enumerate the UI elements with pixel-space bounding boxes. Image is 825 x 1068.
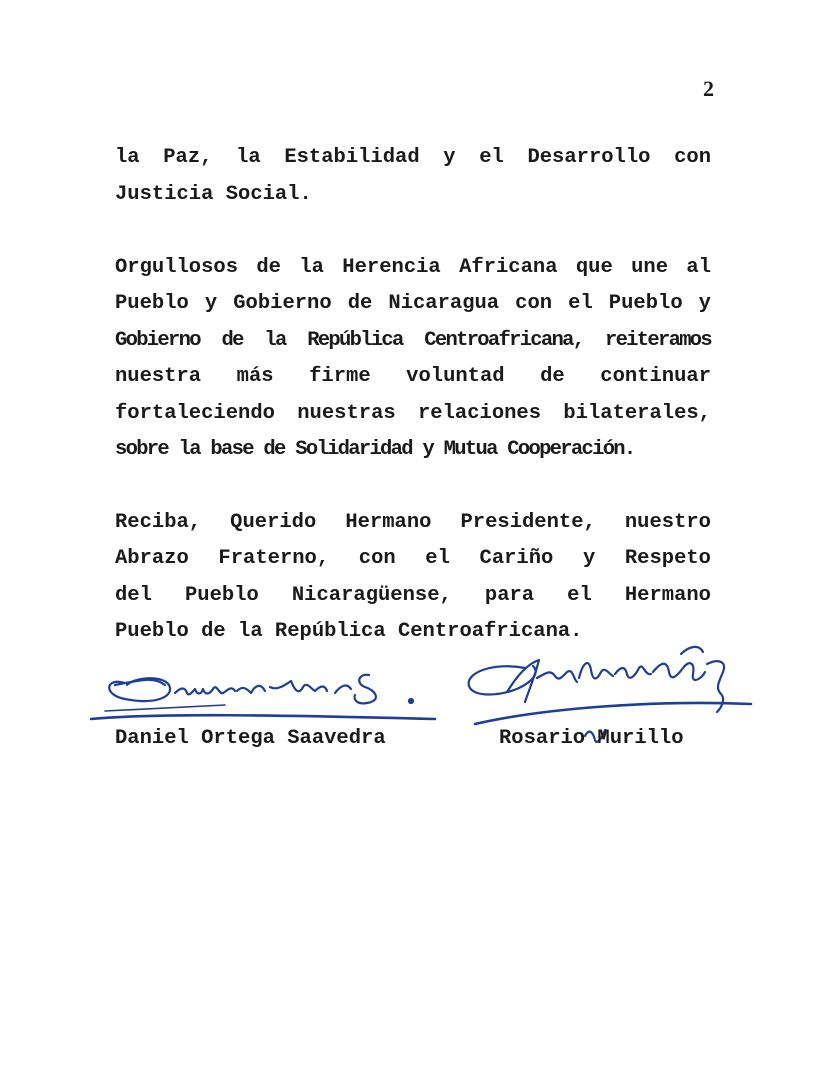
paragraph-2-line-2: Pueblo y Gobierno de Nicaragua con el Pueblo y — [115, 292, 711, 315]
paragraph-3-line-1: Reciba, Querido Hermano Presidente, nuestro — [115, 511, 711, 534]
signatory-name-daniel-ortega: Daniel Ortega Saavedra — [115, 727, 386, 750]
page-number: 2 — [703, 76, 714, 101]
paragraph-2-line-3: Gobierno de la República Centroafricana, reiteramos — [115, 329, 711, 352]
signatory-name-rosario-murillo: Rosario Murillo — [499, 727, 684, 750]
paragraph-1-line-2: Justicia Social. — [115, 183, 312, 206]
paragraph-3-line-2: Abrazo Fraterno, con el Cariño y Respeto — [115, 547, 711, 570]
paragraph-3-line-3: del Pueblo Nicaragüense, para el Hermano — [115, 584, 711, 607]
paragraph-3-line-4: Pueblo de la República Centroafricana. — [115, 620, 583, 643]
paragraph-1-line-1: la Paz, la Estabilidad y el Desarrollo con — [115, 146, 711, 169]
paragraph-2-line-5: fortaleciendo nuestras relaciones bilaterales, — [115, 402, 711, 425]
paragraph-2-line-6: sobre la base de Solidaridad y Mutua Cooperación. — [115, 438, 635, 461]
paragraph-2-line-4: nuestra más firme voluntad de continuar — [115, 365, 711, 388]
paragraph-2-line-1: Orgullosos de la Herencia Africana que une al — [115, 256, 711, 279]
signature-daniel-ortega — [85, 655, 445, 735]
